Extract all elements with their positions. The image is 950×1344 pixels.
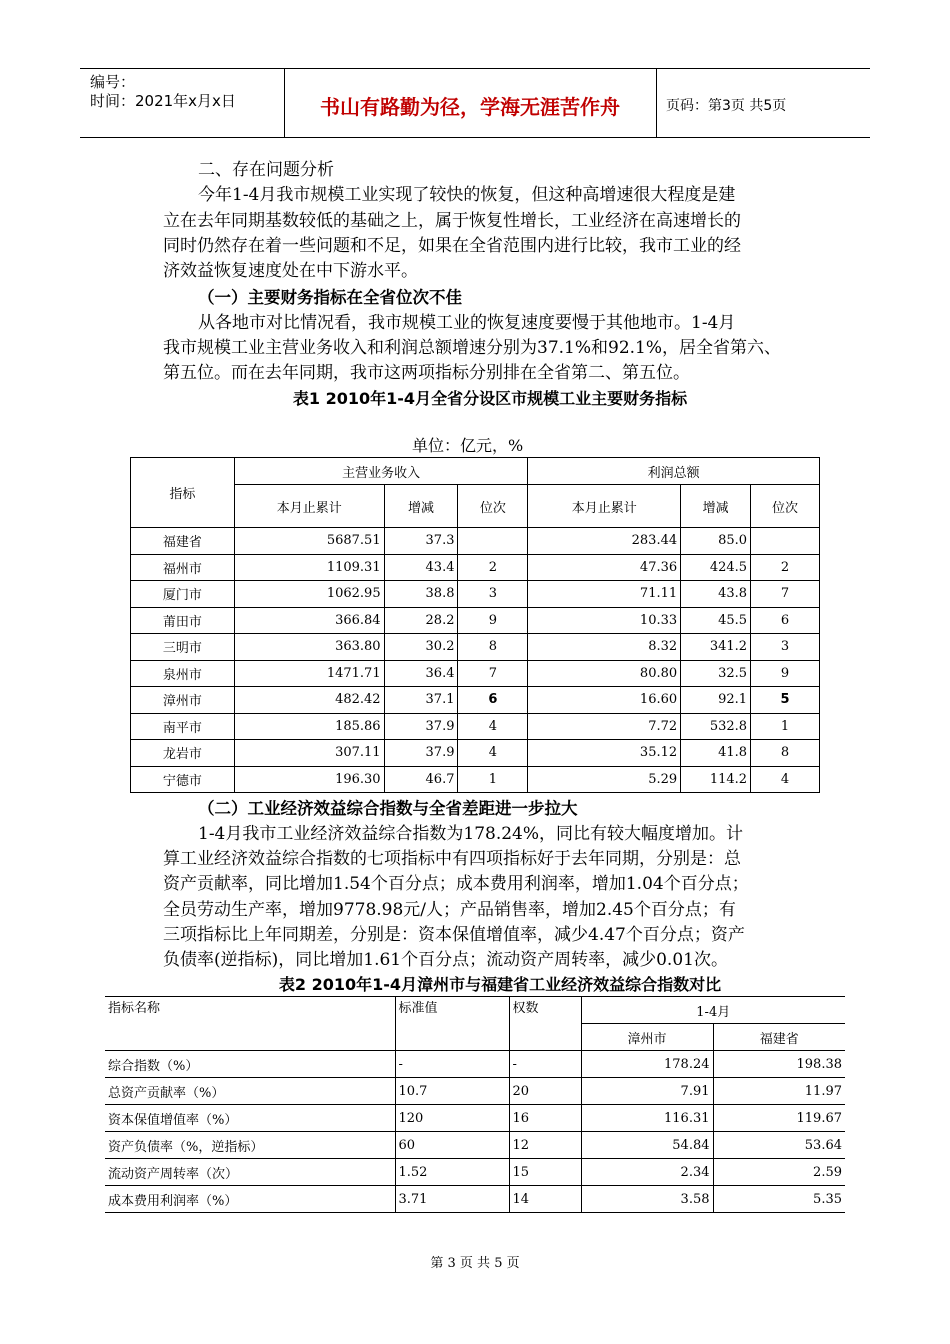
table2-cell-name: 综合指数（%） bbox=[105, 1051, 395, 1078]
table1-cell-profit-rank: 2 bbox=[751, 554, 820, 581]
table1-unit: 单位：亿元，% bbox=[412, 436, 524, 455]
table1-cell-profit-chg: 85.0 bbox=[681, 528, 751, 555]
table1-subheader: 位次 bbox=[458, 485, 528, 528]
table2-cell-fj: 2.59 bbox=[713, 1159, 845, 1186]
table1-cell-profit: 10.33 bbox=[528, 607, 681, 634]
table1-row bbox=[131, 766, 820, 793]
paragraph-line: 三项指标比上年同期差，分别是：资本保值增值率，减少4.47个百分点；资产 bbox=[163, 925, 745, 945]
table1-cell-profit-chg: 41.8 bbox=[681, 740, 751, 767]
table1-row bbox=[131, 528, 820, 555]
table2-row bbox=[105, 1051, 845, 1078]
table1-cell-profit-chg: 92.1 bbox=[681, 687, 751, 714]
section-heading: 二、存在问题分析 bbox=[198, 160, 334, 180]
table2-cell-zz: 7.91 bbox=[581, 1078, 713, 1105]
table2-cell-std: 10.7 bbox=[395, 1078, 509, 1105]
table1-cell-name: 三明市 bbox=[131, 634, 235, 661]
doc-time-label: 时间：2021年x月x日 bbox=[90, 92, 236, 110]
table1-row bbox=[131, 554, 820, 581]
table1-cell-rev: 5687.51 bbox=[234, 528, 384, 555]
table1-cell-rev-rank: 3 bbox=[458, 581, 528, 608]
table1-cell-rev-chg: 43.4 bbox=[384, 554, 458, 581]
table1-cell-rev-chg: 37.9 bbox=[384, 740, 458, 767]
table1-cell-rev: 366.84 bbox=[234, 607, 384, 634]
table1-cell-profit-chg: 341.2 bbox=[681, 634, 751, 661]
table1-row bbox=[131, 660, 820, 687]
subsection-heading: （一）主要财务指标在全省位次不佳 bbox=[198, 288, 462, 307]
table2-cell-fj: 198.38 bbox=[713, 1051, 845, 1078]
paragraph-line: 我市规模工业主营业务收入和利润总额增速分别为37.1%和92.1%，居全省第六、 bbox=[163, 338, 782, 358]
table1-cell-profit: 16.60 bbox=[528, 687, 681, 714]
table1-cell-rev: 196.30 bbox=[234, 766, 384, 793]
page-footer: 第 3 页 共 5 页 bbox=[430, 1256, 520, 1271]
table2-cell-std: 60 bbox=[395, 1132, 509, 1159]
paragraph-line: 资产贡献率，同比增加1.54个百分点；成本费用利润率，增加1.04个百分点； bbox=[163, 874, 749, 894]
table2-cell-weight: 15 bbox=[509, 1159, 581, 1186]
table1-cell-profit-rank: 1 bbox=[751, 713, 820, 740]
table1-row bbox=[131, 634, 820, 661]
table1-cell-name: 福建省 bbox=[131, 528, 235, 555]
table2-body bbox=[105, 1051, 845, 1213]
doc-number-label: 编号： bbox=[90, 73, 136, 91]
table1-cell-profit: 80.80 bbox=[528, 660, 681, 687]
table2-cell-fj: 5.35 bbox=[713, 1186, 845, 1213]
table1-header-profit: 利润总额 bbox=[528, 458, 820, 485]
paragraph-line: 算工业经济效益综合指数的七项指标中有四项指标好于去年同期，分别是：总 bbox=[163, 849, 741, 869]
table2-row bbox=[105, 1078, 845, 1105]
table1-cell-profit-rank: 4 bbox=[751, 766, 820, 793]
table2-cell-zz: 2.34 bbox=[581, 1159, 713, 1186]
table1-cell-name: 龙岩市 bbox=[131, 740, 235, 767]
table1-cell-rev-rank: 6 bbox=[458, 687, 528, 714]
table1-cell-profit: 71.11 bbox=[528, 581, 681, 608]
table2-cell-std: - bbox=[395, 1051, 509, 1078]
table2-header-weight: 权数 bbox=[509, 997, 581, 1051]
table1-cell-rev: 482.42 bbox=[234, 687, 384, 714]
table1-cell-profit-rank: 7 bbox=[751, 581, 820, 608]
table1-cell-profit-rank: 5 bbox=[751, 687, 820, 714]
table1-caption: 表1 2010年1-4月全省分设区市规模工业主要财务指标 bbox=[292, 389, 688, 408]
table1-cell-profit: 7.72 bbox=[528, 713, 681, 740]
table1-subheader: 增减 bbox=[681, 485, 751, 528]
table1-cell-profit: 47.36 bbox=[528, 554, 681, 581]
table1-subheader: 增减 bbox=[384, 485, 458, 528]
table1-row bbox=[131, 740, 820, 767]
table1-cell-profit-rank bbox=[751, 528, 820, 555]
table2-cell-zz: 116.31 bbox=[581, 1105, 713, 1132]
paragraph-line: 从各地市对比情况看，我市规模工业的恢复速度要慢于其他地市。1-4月 bbox=[198, 313, 736, 333]
table1-cell-rev: 307.11 bbox=[234, 740, 384, 767]
table1-cell-profit-chg: 45.5 bbox=[681, 607, 751, 634]
table1-row bbox=[131, 607, 820, 634]
paragraph-line: 第五位。而在去年同期，我市这两项指标分别排在全省第二、第五位。 bbox=[163, 363, 690, 383]
table1-cell-name: 泉州市 bbox=[131, 660, 235, 687]
table1-header-indicator: 指标 bbox=[131, 458, 235, 528]
paragraph-line: 济效益恢复速度处在中下游水平。 bbox=[163, 261, 418, 281]
table2-cell-name: 资产负债率（%，逆指标） bbox=[105, 1132, 395, 1159]
table1-cell-rev-rank: 4 bbox=[458, 740, 528, 767]
table1-cell-rev-chg: 30.2 bbox=[384, 634, 458, 661]
table2-cell-weight: 12 bbox=[509, 1132, 581, 1159]
table1-cell-rev: 363.80 bbox=[234, 634, 384, 661]
table1-cell-profit-chg: 32.5 bbox=[681, 660, 751, 687]
table1-cell-rev-chg: 37.3 bbox=[384, 528, 458, 555]
table2-cell-zz: 3.58 bbox=[581, 1186, 713, 1213]
table1-cell-rev: 1062.95 bbox=[234, 581, 384, 608]
table2-cell-std: 120 bbox=[395, 1105, 509, 1132]
page-header bbox=[80, 68, 870, 138]
table1-body bbox=[131, 528, 820, 793]
table1-cell-profit: 35.12 bbox=[528, 740, 681, 767]
table1-cell-rev-chg: 28.2 bbox=[384, 607, 458, 634]
table2-cell-zz: 178.24 bbox=[581, 1051, 713, 1078]
table1-cell-rev: 1471.71 bbox=[234, 660, 384, 687]
table2-row bbox=[105, 1132, 845, 1159]
table2-cell-weight: 14 bbox=[509, 1186, 581, 1213]
table2-caption: 表2 2010年1-4月漳州市与福建省工业经济效益综合指数对比 bbox=[278, 975, 722, 994]
table1-cell-profit-rank: 3 bbox=[751, 634, 820, 661]
table1-row bbox=[131, 581, 820, 608]
table1-cell-rev-rank: 8 bbox=[458, 634, 528, 661]
table1-cell-profit: 283.44 bbox=[528, 528, 681, 555]
table1-cell-rev: 1109.31 bbox=[234, 554, 384, 581]
table1-cell-profit-chg: 114.2 bbox=[681, 766, 751, 793]
table2-cell-name: 成本费用利润率（%） bbox=[105, 1186, 395, 1213]
table1-cell-name: 莆田市 bbox=[131, 607, 235, 634]
table1-header-revenue: 主营业务收入 bbox=[234, 458, 528, 485]
table1-cell-name: 福州市 bbox=[131, 554, 235, 581]
paragraph-line: 负债率(逆指标)，同比增加1.61个百分点；流动资产周转率，减少0.01次。 bbox=[163, 950, 728, 970]
table2-cell-zz: 54.84 bbox=[581, 1132, 713, 1159]
table1-cell-profit-chg: 43.8 bbox=[681, 581, 751, 608]
paragraph-line: 1-4月我市工业经济效益综合指数为178.24%，同比有较大幅度增加。计 bbox=[198, 824, 744, 844]
table2-cell-fj: 11.97 bbox=[713, 1078, 845, 1105]
paragraph-line: 同时仍然存在着一些问题和不足，如果在全省范围内进行比较，我市工业的经 bbox=[163, 236, 741, 256]
table2-header-zhangzhou: 漳州市 bbox=[581, 1024, 713, 1051]
table1-cell-profit-rank: 8 bbox=[751, 740, 820, 767]
header-divider bbox=[656, 69, 657, 137]
table2-header-period: 1-4月 bbox=[581, 997, 845, 1024]
table1-subheader: 本月止累计 bbox=[234, 485, 384, 528]
table1-cell-rev-chg: 37.1 bbox=[384, 687, 458, 714]
table1-cell-profit-rank: 9 bbox=[751, 660, 820, 687]
paragraph-line: 今年1-4月我市规模工业实现了较快的恢复，但这种高增速很大程度是建 bbox=[198, 185, 736, 205]
table2-cell-std: 1.52 bbox=[395, 1159, 509, 1186]
table1-subheader: 本月止累计 bbox=[528, 485, 681, 528]
table2-cell-name: 资本保值增值率（%） bbox=[105, 1105, 395, 1132]
table1-cell-profit-chg: 424.5 bbox=[681, 554, 751, 581]
table2-header-name: 指标名称 bbox=[105, 997, 395, 1051]
table1-row bbox=[131, 713, 820, 740]
table1-cell-rev-chg: 38.8 bbox=[384, 581, 458, 608]
table2-row bbox=[105, 1159, 845, 1186]
table1-cell-rev-rank: 2 bbox=[458, 554, 528, 581]
header-page-label: 页码：第3页 共5页 bbox=[666, 98, 787, 114]
paragraph-line: 全员劳动生产率，增加9778.98元/人；产品销售率，增加2.45个百分点；有 bbox=[163, 900, 736, 920]
table2-cell-std: 3.71 bbox=[395, 1186, 509, 1213]
table1-cell-name: 厦门市 bbox=[131, 581, 235, 608]
table1-cell-rev-chg: 36.4 bbox=[384, 660, 458, 687]
table1-cell-profit-rank: 6 bbox=[751, 607, 820, 634]
paragraph-line: 立在去年同期基数较低的基础之上，属于恢复性增长，工业经济在高速增长的 bbox=[163, 211, 741, 231]
table2-row bbox=[105, 1105, 845, 1132]
table2-cell-name: 流动资产周转率（次） bbox=[105, 1159, 395, 1186]
table2 bbox=[105, 996, 845, 1213]
table2-cell-fj: 119.67 bbox=[713, 1105, 845, 1132]
table1-cell-name: 南平市 bbox=[131, 713, 235, 740]
table2-cell-weight: 20 bbox=[509, 1078, 581, 1105]
table1-row bbox=[131, 687, 820, 714]
table1-cell-name: 宁德市 bbox=[131, 766, 235, 793]
table1-cell-profit: 5.29 bbox=[528, 766, 681, 793]
table2-cell-name: 总资产贡献率（%） bbox=[105, 1078, 395, 1105]
table1-cell-rev-rank: 1 bbox=[458, 766, 528, 793]
table1-cell-rev-chg: 37.9 bbox=[384, 713, 458, 740]
table1-subheader: 位次 bbox=[751, 485, 820, 528]
subsection-heading: （二）工业经济效益综合指数与全省差距进一步拉大 bbox=[198, 799, 578, 818]
table2-cell-fj: 53.64 bbox=[713, 1132, 845, 1159]
table1-cell-rev-rank bbox=[458, 528, 528, 555]
table1-cell-rev-rank: 4 bbox=[458, 713, 528, 740]
table1-cell-profit-chg: 532.8 bbox=[681, 713, 751, 740]
table2-header-fujian: 福建省 bbox=[713, 1024, 845, 1051]
table1-cell-name: 漳州市 bbox=[131, 687, 235, 714]
header-motto: 书山有路勤为径，学海无涯苦作舟 bbox=[320, 95, 620, 119]
table1 bbox=[130, 457, 820, 793]
table2-row bbox=[105, 1186, 845, 1213]
table1-cell-rev: 185.86 bbox=[234, 713, 384, 740]
table1-cell-profit: 8.32 bbox=[528, 634, 681, 661]
table1-cell-rev-rank: 9 bbox=[458, 607, 528, 634]
header-meta bbox=[90, 73, 236, 111]
table1-cell-rev-chg: 46.7 bbox=[384, 766, 458, 793]
table2-header-std: 标准值 bbox=[395, 997, 509, 1051]
table1-cell-rev-rank: 7 bbox=[458, 660, 528, 687]
table2-cell-weight: 16 bbox=[509, 1105, 581, 1132]
table2-cell-weight: - bbox=[509, 1051, 581, 1078]
